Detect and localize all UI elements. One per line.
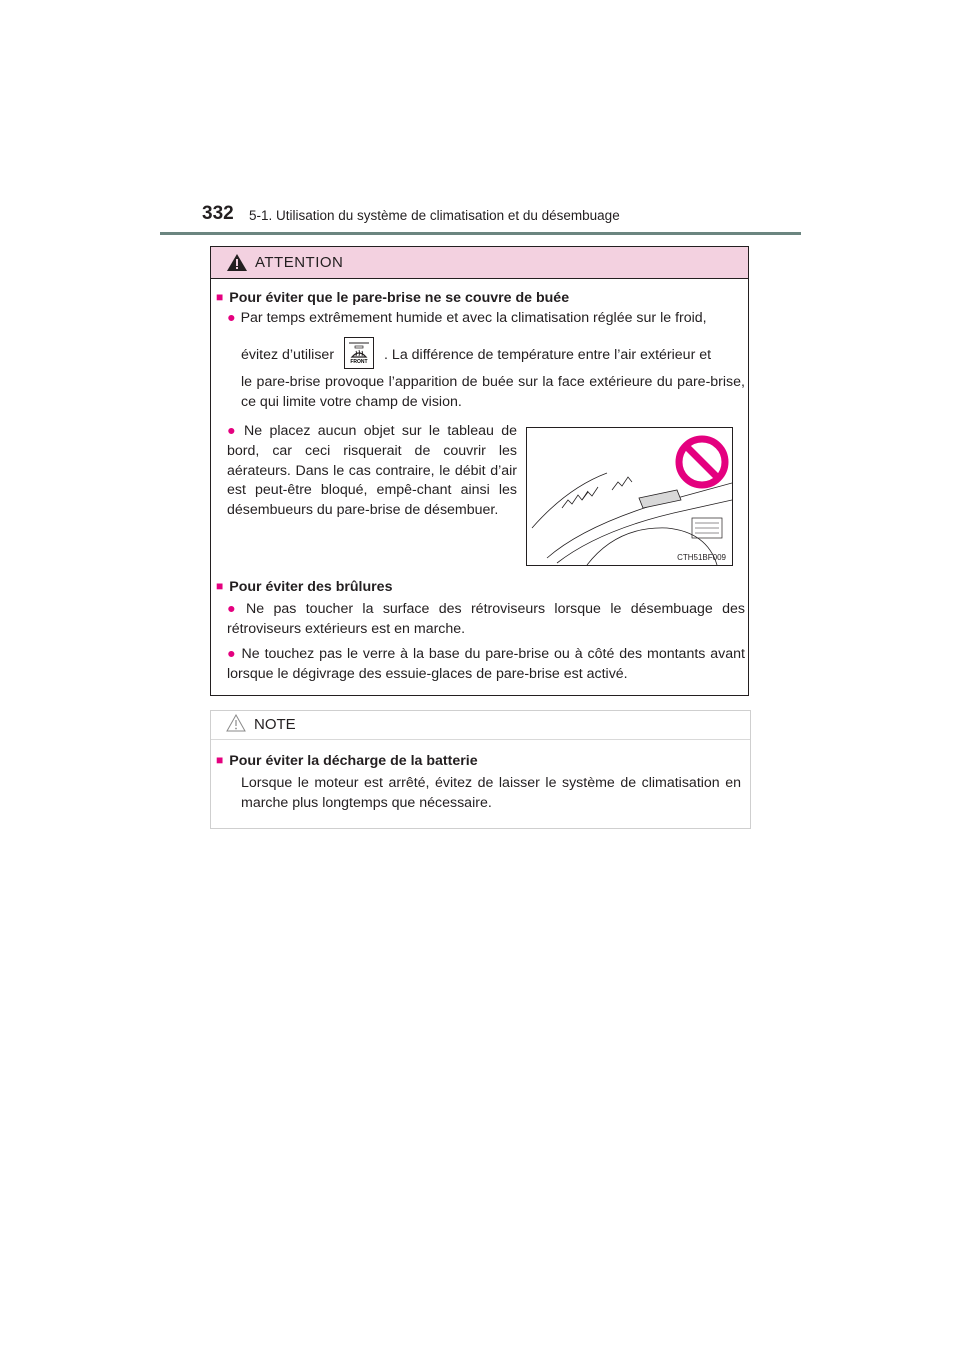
heading-fog: ■ Pour éviter que le pare-brise ne se couvre de buée xyxy=(216,290,570,306)
bullet-fog-1: ● Par temps extrêmement humide et avec la climatisation réglée sur le froid, xyxy=(227,310,707,326)
bullet-fog-2: ● Ne placez aucun objet sur le tableau de bord, car ceci risquerait de couvrir les aérateurs. Dans le cas contraire, le débit d’air est peut-être bloqué, empê-chant ainsi les désembueurs du pare-brise de désembuer. xyxy=(227,423,517,519)
bullet-burns-1: ● Ne pas toucher la surface des rétroviseurs lorsque le désembuage des rétroviseurs extérieurs est en marche. xyxy=(227,601,745,637)
caution-icon xyxy=(226,714,246,737)
note-label: NOTE xyxy=(254,716,296,733)
note-box xyxy=(210,710,751,829)
heading-burns: ■ Pour éviter des brûlures xyxy=(216,579,393,595)
note-text: Lorsque le moteur est arrêté, évitez de laisser le système de climatisation en marche plus longtemps que nécessaire. xyxy=(241,775,741,811)
prohibited-icon xyxy=(679,439,725,485)
header-rule xyxy=(160,232,801,235)
attention-header xyxy=(211,247,748,279)
attention-box xyxy=(210,246,749,696)
svg-text:FRONT: FRONT xyxy=(350,359,368,366)
bullet-burns-2: ● Ne touchez pas le verre à la base du pare-brise ou à côté des montants avant lorsque le dégivrage des essuie-glaces de pare-brise est activé. xyxy=(227,646,745,682)
illustration-code: CTH51BF009 xyxy=(677,553,726,562)
page-number: 332 xyxy=(202,203,234,224)
section-title: 5-1. Utilisation du système de climatisation et du désembuage xyxy=(249,208,620,223)
note-header xyxy=(211,711,750,740)
warning-icon xyxy=(227,254,247,276)
note-heading: ■ Pour éviter la décharge de la batterie xyxy=(216,753,478,769)
bullet-fog-1-icon-line: évitez d’utiliser FRONT . La différence de température entre l’air extérieur et xyxy=(241,337,745,373)
bullet-fog-1-end: le pare-brise provoque l’apparition de buée sur la face extérieure du pare-brise, ce qui limite votre champ de vision. xyxy=(241,374,745,410)
attention-label: ATTENTION xyxy=(255,254,344,271)
dashboard-illustration xyxy=(526,427,733,566)
front-defroster-icon xyxy=(344,337,374,369)
